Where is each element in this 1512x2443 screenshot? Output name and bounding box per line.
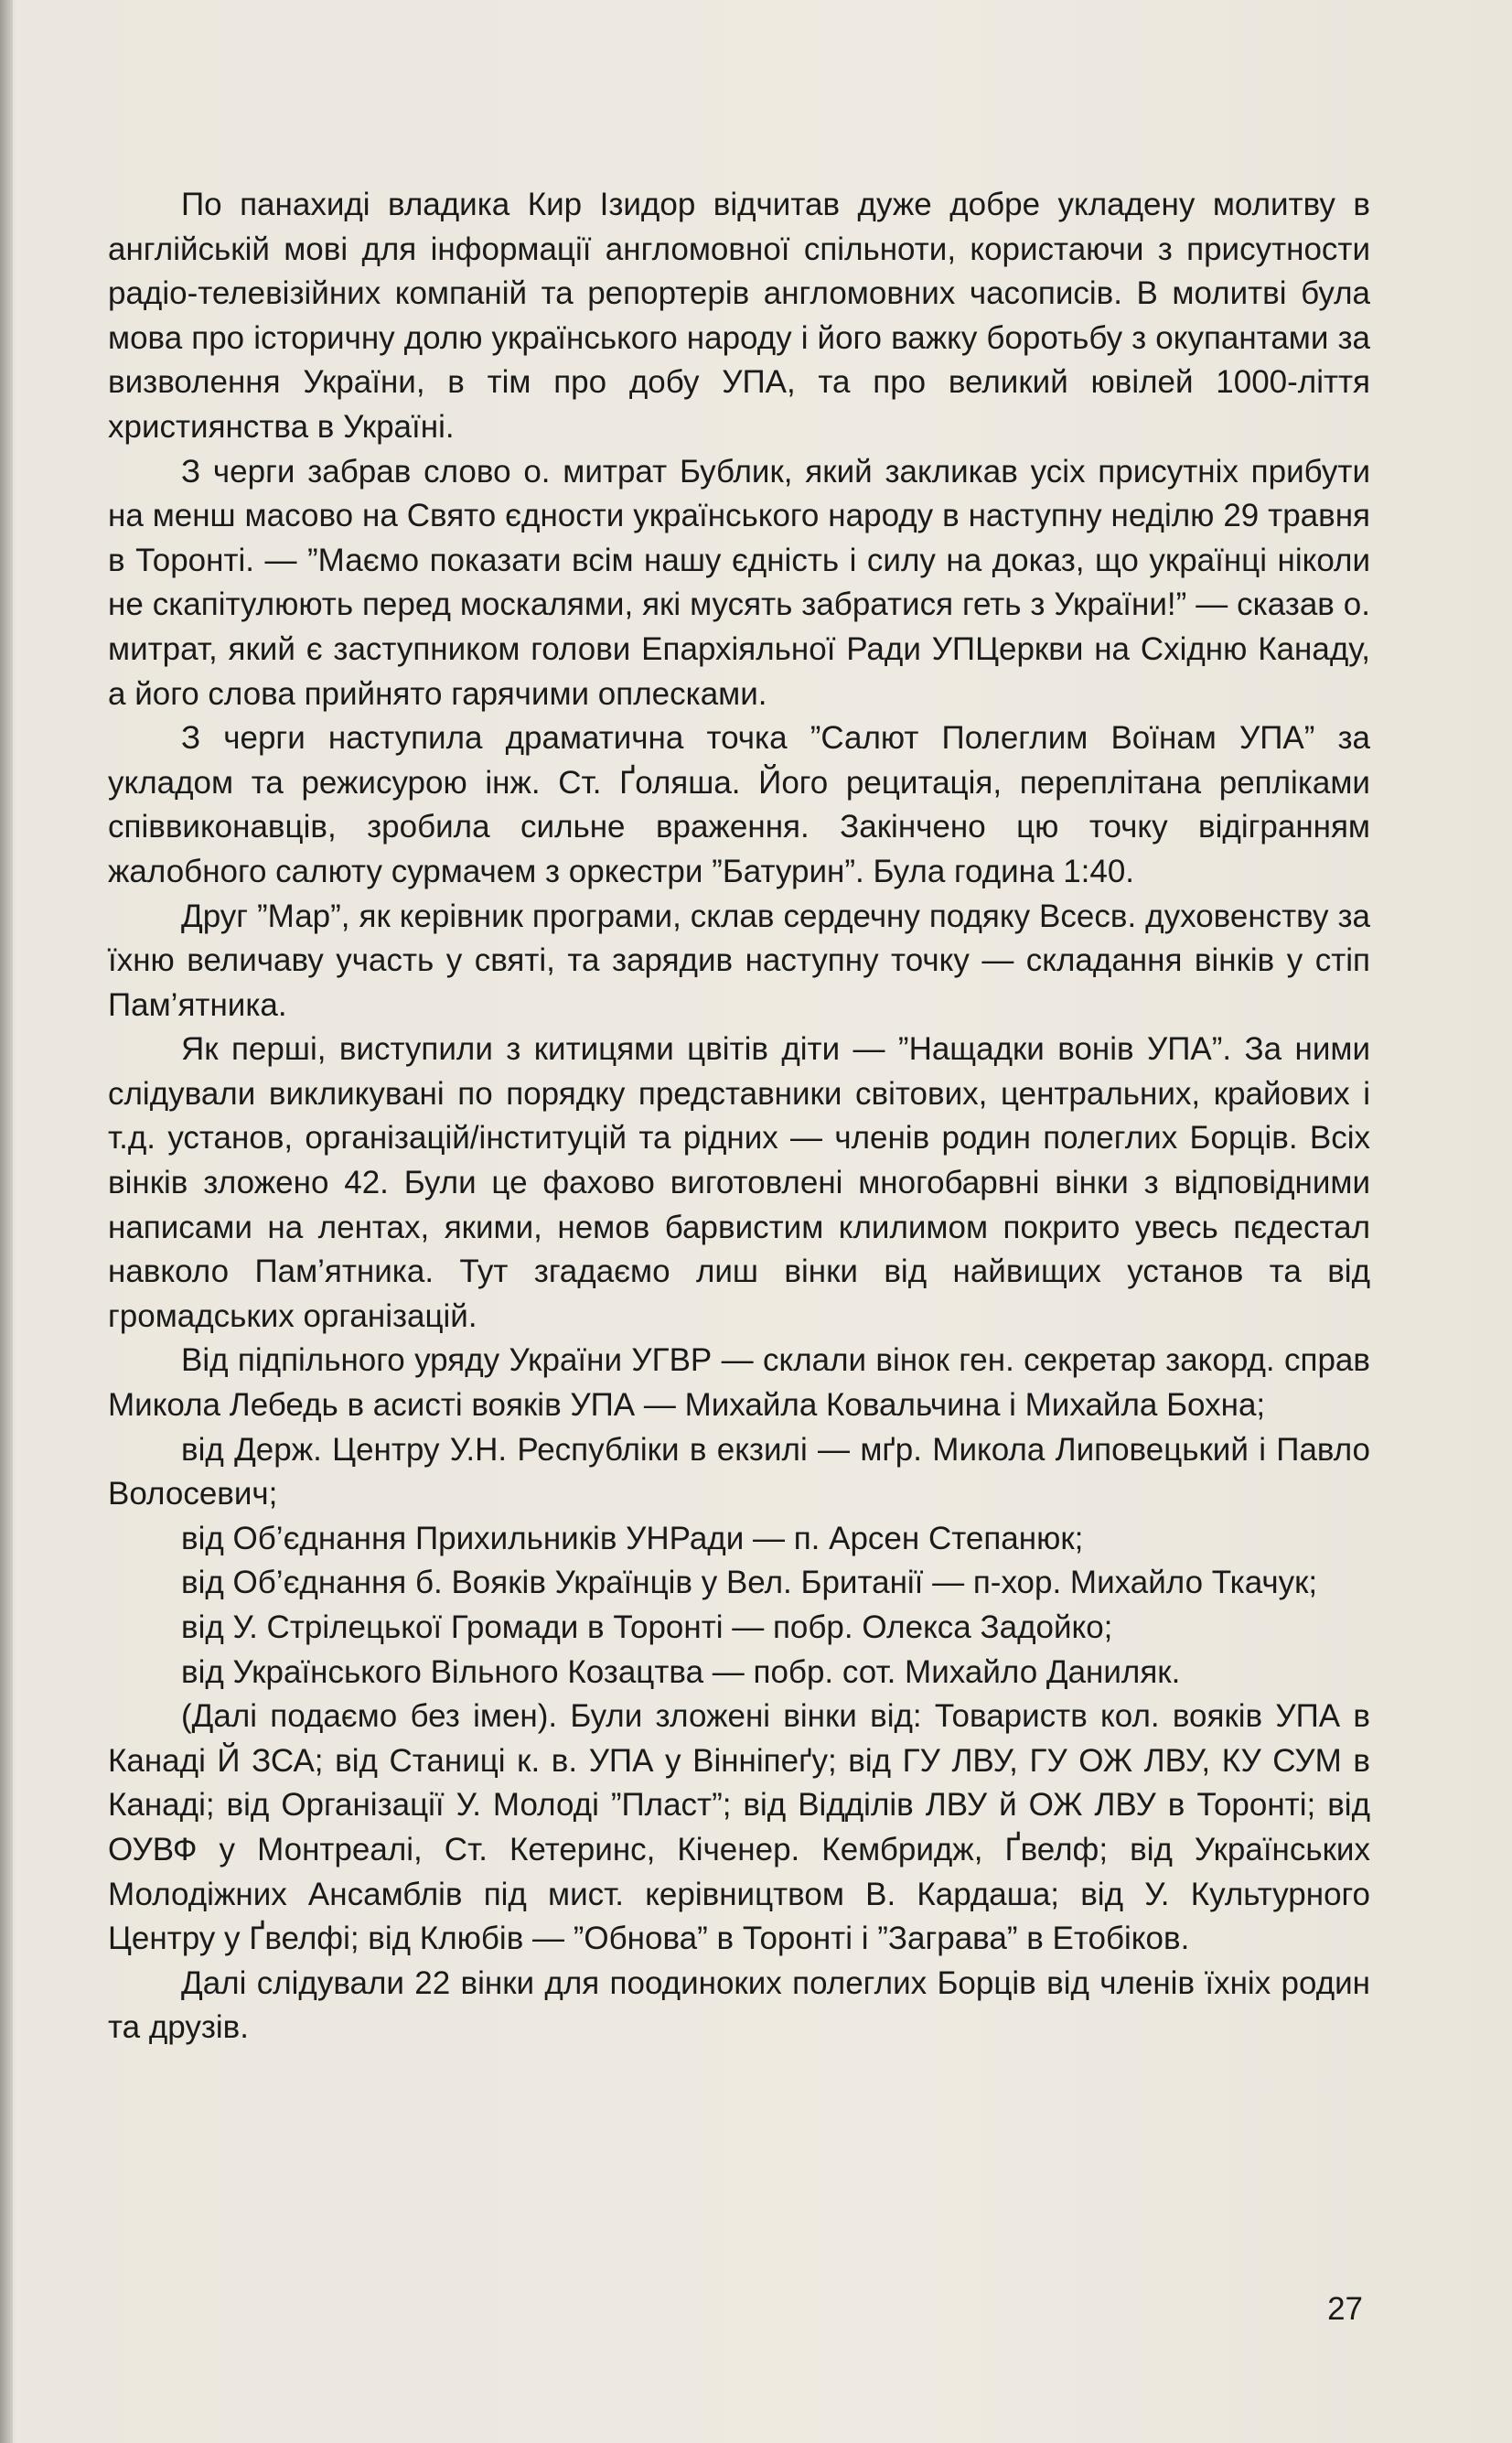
paragraph: По панахиді владика Кир Ізидор відчитав дуже добре укладену молитву в англійській мові для інформації англомовної спільноти, користаючи з присутности радіо-телевізійних компаній та репортерів англомовних часописів. В молитві була мова про історичну долю українського народу і його важку боротьбу з окупантами за визволення України, в тім про добу УПА, та про великий ювілей 1000-ліття християнства в Україні. — [108, 187, 1370, 445]
paragraph: З черги наступила драматична точка ”Салют Полеглим Воїнам УПА” за укладом та режисурою інж. Ст. Ґоляша. Його рецитація, переплітана репліками співвиконавців, зробила сильне враження. Закінчено цю точку відігранням жалобного салюту сурмачем з оркестри ”Батурин”. Була година 1:40. — [108, 720, 1370, 889]
paragraph: Від підпільного уряду України УГВР — склали вінок ген. секретар закорд. справ Микола Лебедь в асисті вояків УПА — Михайла Ковальчина і Михайла Бохна; — [108, 1342, 1370, 1424]
paragraph: Далі слідували 22 вінки для поодиноких полеглих Борців від членів їхніх родин та друзів. — [108, 1964, 1370, 2046]
paragraph: від Держ. Центру У.Н. Республіки в екзилі — мґр. Микола Липовецький і Павло Волосевич; — [108, 1431, 1370, 1512]
paragraph: Друг ”Мар”, як керівник програми, склав сердечну подяку Всесв. духовенству за їхню величаву участь у святі, та зарядив наступну точку — складання вінків у стіп Пам’ятника. — [108, 898, 1370, 1023]
paragraph: від Об’єднання Прихильників УНРади — п. Арсен Степанюк; — [181, 1520, 1084, 1556]
paragraph: від У. Стрілецької Громади в Торонті — побр. Олекса Задойко; — [181, 1609, 1113, 1645]
paragraph: З черги забрав слово о. митрат Бублик, який закликав усіх присутніх прибути на менш масово на Свято єдности українського народу в наступну неділю 29 травня в Торонті. — ”Маємо показати всім нашу єдність і силу на доказ, що українці ніколи не скапітулюють перед москалями, які мусять забратися геть з України!” — сказав о. митрат, який є заступником голови Епархіяльної Ради УПЦеркви на Східню Канаду, а його слова прийнято гарячими оплесками. — [108, 453, 1370, 712]
page-number: 27 — [1327, 2291, 1363, 2327]
paragraph: від Українського Вільного Козацтва — побр. сот. Михайло Даниляк. — [181, 1653, 1181, 1690]
binding-shadow — [0, 0, 13, 2443]
paragraph: Як перші, виступили з китицями цвітів діти — ”Нащадки вонів УПА”. За ними слідували викликувані по порядку представники світових, центральних, крайових і т.д. установ, організацій/інституцій та рідних — членів родин полеглих Борців. Всіх вінків зложено 42. Були це фахово виготовлені многобарвні вінки з відповідними написами на лентах, якими, немов барвистим клилимом покрито увесь пєдестал навколо Пам’ятника. Тут згадаємо лиш вінки від найвищих установ та від громадських організацій. — [108, 1031, 1370, 1334]
paragraph: (Далі подаємо без імен). Були зложені вінки від: Товариств кол. вояків УПА в Канаді Й ЗСА; від Станиці к. в. УПА у Вінніпеґу; від ГУ ЛВУ, ГУ ОЖ ЛВУ, КУ СУМ в Канаді; від Організації У. Молоді ”Пласт”; від Відділів ЛВУ й ОЖ ЛВУ в Торонті; від ОУВФ у Монтреалі, Ст. Кетеринс, Кіченер. Кембридж, Ґвелф; від Українських Молодіжних Ансамблів під мист. керівництвом В. Кардаша; від У. Культурного Центру у Ґвелфі; від Клюбів — ”Обнова” в Торонті і ”Заграва” в Етобіков. — [108, 1698, 1370, 1957]
paragraph: від Об’єднання б. Вояків Українців у Вел. Британії — п-хор. Михайло Ткачук; — [181, 1565, 1318, 1601]
body-text — [108, 183, 1370, 2050]
